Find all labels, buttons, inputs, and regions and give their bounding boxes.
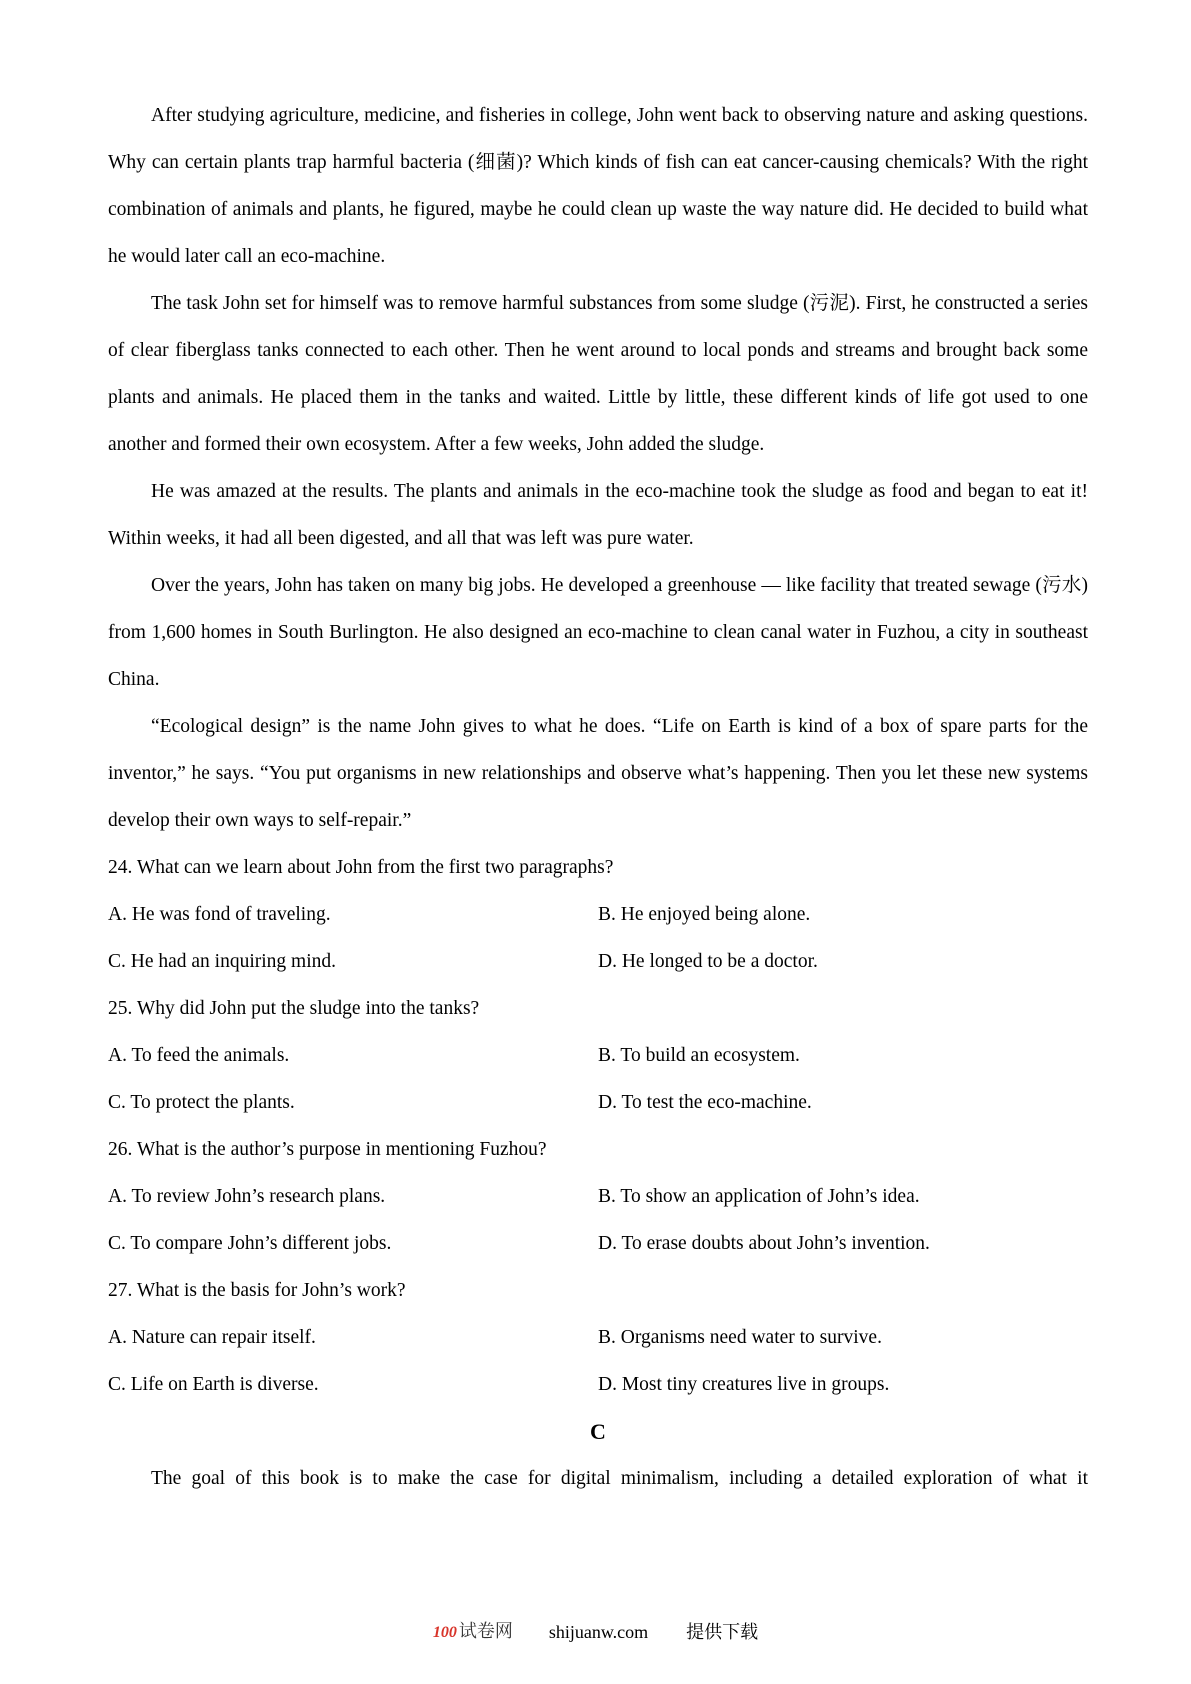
question-25 [108, 985, 1088, 1126]
option-row [108, 891, 1088, 938]
option-c: C. To compare John’s different jobs. [108, 1233, 392, 1254]
option-a: A. To feed the animals. [108, 1045, 290, 1066]
option-row [108, 1032, 1088, 1079]
option-row [108, 1173, 1088, 1220]
question-24 [108, 844, 1088, 985]
option-b: B. Organisms need water to survive. [598, 1327, 882, 1348]
option-a: A. He was fond of traveling. [108, 904, 331, 925]
option-row [108, 1079, 1088, 1126]
question-26 [108, 1126, 1088, 1267]
section-heading: C [590, 1419, 606, 1444]
option-row [108, 1361, 1088, 1408]
option-c: C. Life on Earth is diverse. [108, 1374, 319, 1395]
option-row [108, 1314, 1088, 1361]
site-logo[interactable] [433, 1618, 513, 1646]
passage-paragraph-5: “Ecological design” is the name John gives to what he does. “Life on Earth is kind of a box of spare parts for the inventor,” he says. “You put organisms in new relationships and observe what’s happening. Then you let these new systems develop their own ways to self-repair.” [108, 716, 1088, 831]
option-b: B. He enjoyed being alone. [598, 904, 811, 925]
question-stem: 24. What can we learn about John from the first two paragraphs? [108, 857, 614, 878]
option-d: D. He longed to be a doctor. [598, 951, 818, 972]
option-d: D. To test the eco-machine. [598, 1092, 812, 1113]
option-d: D. Most tiny creatures live in groups. [598, 1374, 890, 1395]
option-a: A. Nature can repair itself. [108, 1327, 316, 1348]
option-a: A. To review John’s research plans. [108, 1186, 386, 1207]
question-stem: 25. Why did John put the sludge into the tanks? [108, 998, 480, 1019]
option-c: C. He had an inquiring mind. [108, 951, 337, 972]
passage-paragraph-1: After studying agriculture, medicine, and fisheries in college, John went back to observing nature and asking questions. Why can certain plants trap harmful bacteria (细菌)? Which kinds of fish can eat cancer-causing chemicals? With the right combination of animals and plants, he figured, maybe he could clean up waste the way nature did. He decided to build what he would later call an eco-machine. [108, 105, 1088, 267]
option-row [108, 1220, 1088, 1267]
question-27 [108, 1267, 1088, 1408]
passage-paragraph-3: He was amazed at the results. The plants and animals in the eco-machine took the sludge as food and began to eat it! Within weeks, it had all been digested, and all that was left was pure water. [108, 481, 1088, 549]
logo-text: 试卷网 [458, 1621, 513, 1641]
page-footer [0, 1618, 1191, 1646]
question-stem: 27. What is the basis for John’s work? [108, 1280, 406, 1301]
option-d: D. To erase doubts about John’s invention. [598, 1233, 930, 1254]
option-row [108, 938, 1088, 985]
section-c-first-line: The goal of this book is to make the case for digital minimalism, including a detailed exploration of what it [151, 1468, 1088, 1489]
option-c: C. To protect the plants. [108, 1092, 295, 1113]
provide-download-text: 提供下载 [686, 1622, 759, 1642]
document-page [108, 92, 1088, 1502]
site-domain-link[interactable]: shijuanw.com [548, 1622, 649, 1642]
passage-paragraph-2: The task John set for himself was to remove harmful substances from some sludge (污泥). First, he constructed a series of clear fiberglass tanks connected to each other. Then he went around to local ponds and streams and brought back some plants and animals. He placed them in the tanks and waited. Little by little, these different kinds of life got used to one another and formed their own ecosystem. After a few weeks, John added the sludge. [108, 293, 1088, 455]
question-stem: 26. What is the author’s purpose in mentioning Fuzhou? [108, 1139, 547, 1160]
passage-paragraph-4: Over the years, John has taken on many big jobs. He developed a greenhouse — like facility that treated sewage (污水) from 1,600 homes in South Burlington. He also designed an eco-machine to clean canal water in Fuzhou, a city in southeast China. [108, 575, 1088, 690]
option-b: B. To show an application of John’s idea. [598, 1186, 920, 1207]
option-b: B. To build an ecosystem. [598, 1045, 800, 1066]
logo-number: 100 [432, 1624, 457, 1641]
